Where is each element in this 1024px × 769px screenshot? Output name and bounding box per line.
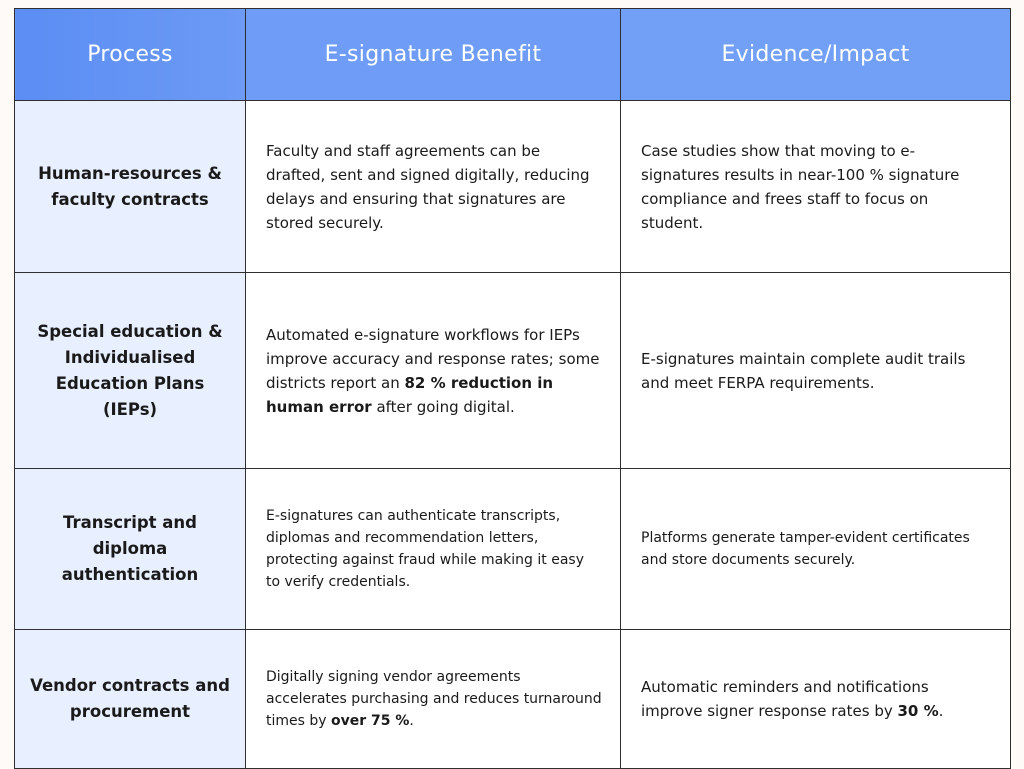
esignature-table — [14, 8, 1011, 769]
table-row — [15, 273, 1011, 469]
table-row — [15, 630, 1011, 769]
header-impact: Evidence/Impact — [621, 9, 1011, 101]
cell-text: E-signatures can authenticate transcripts, diplomas and recommendation letters, protecting against fraud while making it easy to verify credentials. — [266, 508, 584, 590]
cell-text: Automated e-signature workflows for IEPs improve accuracy and response rates; some districts report an — [266, 325, 600, 392]
comparison-table-container — [14, 8, 1010, 768]
table-row — [15, 101, 1011, 273]
highlight-text: over 75 % — [331, 713, 410, 729]
header-process: Process — [15, 9, 246, 101]
cell-text: E-signatures maintain complete audit trails and meet FERPA requirements. — [641, 349, 966, 392]
impact-cell — [621, 630, 1011, 769]
benefit-cell — [246, 101, 621, 273]
cell-text: . — [938, 702, 944, 720]
impact-cell — [621, 101, 1011, 273]
cell-text: Automatic reminders and notifications improve signer response rates by — [641, 678, 929, 720]
process-cell: Transcript and diploma authentication — [15, 469, 246, 630]
cell-text: after going digital. — [371, 397, 515, 416]
process-cell: Special education & Individualised Education Plans (IEPs) — [15, 273, 246, 469]
impact-cell — [621, 469, 1011, 630]
process-cell: Human-resources & faculty contracts — [15, 101, 246, 273]
cell-text: Case studies show that moving to e-signatures results in near-100 % signature compliance and frees staff to focus on student. — [641, 141, 960, 232]
highlight-text: 82 % reduction in human error — [266, 373, 554, 416]
process-cell: Vendor contracts and procurement — [15, 630, 246, 769]
highlight-text: 30 % — [897, 702, 939, 720]
benefit-cell — [246, 630, 621, 769]
header-row — [15, 9, 1011, 101]
table-row — [15, 469, 1011, 630]
cell-text: Platforms generate tamper-evident certificates and store documents securely. — [641, 530, 970, 568]
cell-text: . — [409, 713, 414, 729]
cell-text: Faculty and staff agreements can be drafted, sent and signed digitally, reducing delays and ensuring that signatures are stored securely. — [266, 141, 590, 232]
header-benefit: E-signature Benefit — [246, 9, 621, 101]
impact-cell — [621, 273, 1011, 469]
cell-text: Digitally signing vendor agreements accelerates purchasing and reduces turnaround times by — [266, 669, 602, 729]
benefit-cell — [246, 469, 621, 630]
benefit-cell — [246, 273, 621, 469]
